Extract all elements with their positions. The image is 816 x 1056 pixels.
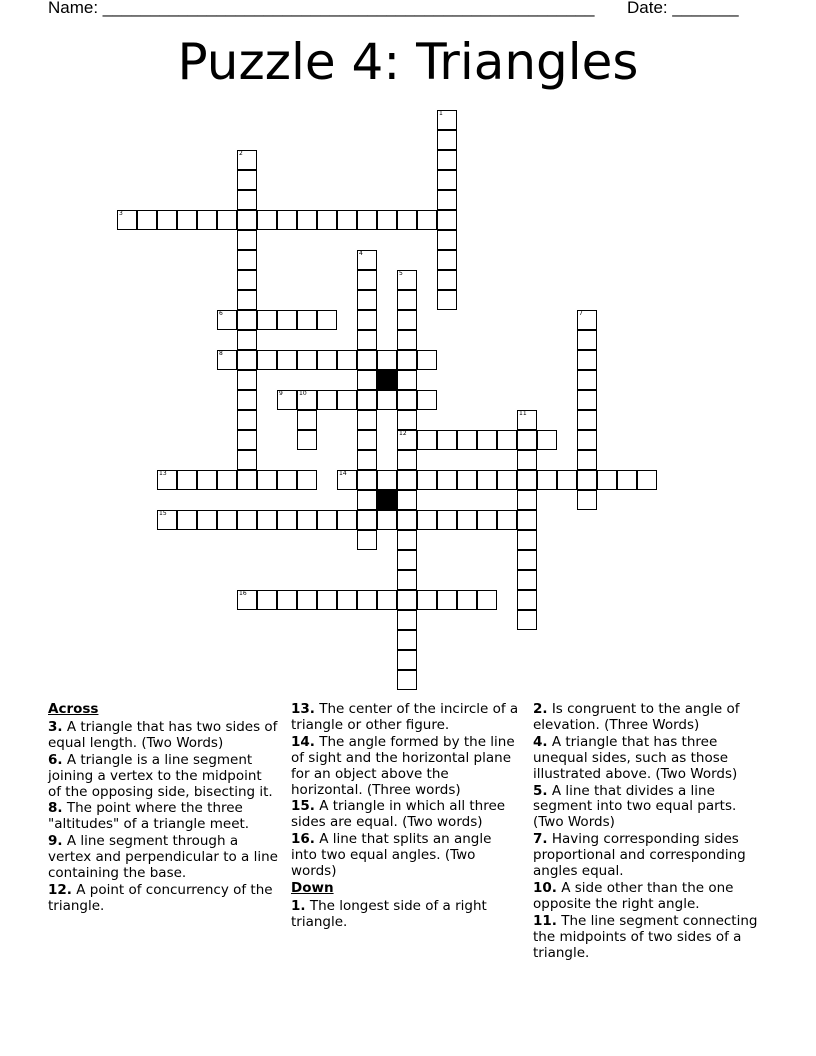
grid-cell[interactable] — [577, 410, 597, 430]
clue-across-16: 16. A line that splits an angle into two equal angles. (Two words) — [291, 831, 492, 880]
grid-cell[interactable] — [237, 210, 257, 230]
grid-cell[interactable] — [377, 390, 397, 410]
grid-cell[interactable] — [277, 510, 297, 530]
clue-down-11: 11. The line segment connecting the midpoints of two sides of a triangle. — [533, 912, 758, 961]
grid-cell[interactable] — [197, 210, 217, 230]
grid-cell[interactable] — [357, 350, 377, 370]
grid-cell[interactable] — [577, 350, 597, 370]
grid-cell[interactable] — [397, 650, 417, 670]
clues-column-1 — [48, 702, 278, 916]
grid-cell[interactable] — [417, 470, 437, 490]
clue-number: 7 — [579, 310, 583, 317]
clue-across-15: 15. A triangle in which all three sides are equal. (Two words) — [291, 798, 506, 831]
grid-cell[interactable] — [397, 410, 417, 430]
grid-cell[interactable] — [357, 310, 377, 330]
clue-number: 3 — [119, 210, 123, 217]
grid-cell[interactable] — [297, 310, 317, 330]
grid-cell[interactable] — [297, 390, 317, 410]
grid-cell[interactable] — [397, 330, 417, 350]
grid-cell[interactable] — [397, 490, 417, 510]
grid-cell[interactable] — [297, 430, 317, 450]
clue-down-10: 10. A side other than the one opposite the right angle. — [533, 879, 734, 912]
grid-cell[interactable] — [477, 430, 497, 450]
grid-cell[interactable] — [577, 310, 597, 330]
grid-cell[interactable] — [417, 590, 437, 610]
clue-down-7: 7. Having corresponding sides proportional and corresponding angles equal. — [533, 831, 746, 880]
grid-cell[interactable] — [297, 410, 317, 430]
grid-cell[interactable] — [537, 430, 557, 450]
grid-cell[interactable] — [317, 590, 337, 610]
grid-cell[interactable] — [357, 290, 377, 310]
clue-number: 16 — [239, 590, 247, 597]
page-title: Puzzle 4: Triangles — [177, 33, 639, 91]
grid-cell[interactable] — [297, 590, 317, 610]
grid-cell[interactable] — [457, 590, 477, 610]
grid-cell[interactable] — [397, 270, 417, 290]
grid-cell[interactable] — [417, 350, 437, 370]
clue-number: 4 — [359, 250, 363, 257]
grid-cell[interactable] — [337, 510, 357, 530]
clue-across-9: 9. A line segment through a vertex and perpendicular to a line containing the base. — [48, 833, 278, 882]
grid-cell[interactable] — [517, 410, 537, 430]
grid-cell[interactable] — [157, 470, 177, 490]
grid-cell[interactable] — [417, 430, 437, 450]
grid-cell[interactable] — [377, 350, 397, 370]
grid-cell[interactable] — [277, 350, 297, 370]
clue-number: 11 — [519, 410, 527, 417]
grid-cell[interactable] — [377, 590, 397, 610]
grid-cell[interactable] — [317, 210, 337, 230]
grid-cell[interactable] — [317, 350, 337, 370]
grid-cell[interactable] — [497, 430, 517, 450]
black-square — [377, 490, 397, 510]
grid-cell[interactable] — [437, 110, 457, 130]
clue-across-8: 8. The point where the three "altitudes" of a triangle meet. — [48, 800, 250, 833]
grid-cell[interactable] — [497, 510, 517, 530]
grid-cell[interactable] — [477, 470, 497, 490]
grid-cell[interactable] — [437, 290, 457, 310]
grid-cell[interactable] — [277, 390, 297, 410]
grid-cell[interactable] — [457, 430, 477, 450]
grid-cell[interactable] — [397, 510, 417, 530]
grid-cell[interactable] — [317, 390, 337, 410]
grid-cell[interactable] — [237, 450, 257, 470]
grid-cell[interactable] — [357, 370, 377, 390]
grid-cell[interactable] — [517, 530, 537, 550]
grid-cell[interactable] — [517, 590, 537, 610]
grid-cell[interactable] — [377, 510, 397, 530]
grid-cell[interactable] — [517, 490, 537, 510]
grid-cell[interactable] — [577, 330, 597, 350]
grid-cell[interactable] — [357, 390, 377, 410]
grid-cell[interactable] — [577, 490, 597, 510]
grid-cell[interactable] — [397, 210, 417, 230]
grid-cell[interactable] — [517, 450, 537, 470]
grid-cell[interactable] — [437, 510, 457, 530]
grid-cell[interactable] — [437, 270, 457, 290]
clue-down-2: 2. Is congruent to the angle of elevation. (Three Words) — [533, 701, 740, 733]
grid-cell[interactable] — [357, 510, 377, 530]
clues-column-2 — [291, 702, 519, 932]
grid-cell[interactable] — [237, 190, 257, 210]
grid-cell[interactable] — [217, 510, 237, 530]
grid-cell[interactable] — [517, 550, 537, 570]
grid-cell[interactable] — [537, 470, 557, 490]
grid-cell[interactable] — [317, 310, 337, 330]
grid-cell[interactable] — [237, 390, 257, 410]
grid-cell[interactable] — [437, 470, 457, 490]
grid-cell[interactable] — [177, 470, 197, 490]
clue-across-3: 3. A triangle that has two sides of equal length. (Two Words) — [48, 718, 278, 751]
grid-cell[interactable] — [237, 330, 257, 350]
grid-cell[interactable] — [397, 370, 417, 390]
grid-cell[interactable] — [417, 390, 437, 410]
grid-cell[interactable] — [157, 210, 177, 230]
grid-cell[interactable] — [237, 470, 257, 490]
clue-across-13: 13. The center of the incircle of a triangle or other figure. — [291, 701, 519, 733]
grid-cell[interactable] — [517, 610, 537, 630]
clue-number: 15 — [159, 510, 167, 517]
grid-cell[interactable] — [437, 130, 457, 150]
grid-cell[interactable] — [437, 230, 457, 250]
clue-number: 10 — [299, 390, 307, 397]
black-square — [377, 370, 397, 390]
grid-cell[interactable] — [557, 470, 577, 490]
grid-cell[interactable] — [337, 590, 357, 610]
grid-cell[interactable] — [177, 210, 197, 230]
grid-cell[interactable] — [217, 210, 237, 230]
clue-number: 5 — [399, 270, 403, 277]
grid-cell[interactable] — [397, 430, 417, 450]
grid-cell[interactable] — [357, 330, 377, 350]
grid-cell[interactable] — [237, 310, 257, 330]
grid-cell[interactable] — [237, 230, 257, 250]
grid-cell[interactable] — [457, 470, 477, 490]
clue-number: 1 — [439, 110, 443, 117]
grid-cell[interactable] — [277, 470, 297, 490]
grid-cell[interactable] — [277, 590, 297, 610]
grid-cell[interactable] — [237, 270, 257, 290]
grid-cell[interactable] — [437, 250, 457, 270]
grid-cell[interactable] — [157, 510, 177, 530]
grid-cell[interactable] — [397, 470, 417, 490]
grid-cell[interactable] — [437, 430, 457, 450]
grid-cell[interactable] — [237, 350, 257, 370]
grid-cell[interactable] — [137, 210, 157, 230]
grid-cell[interactable] — [357, 410, 377, 430]
grid-cell[interactable] — [237, 510, 257, 530]
grid-cell[interactable] — [577, 390, 597, 410]
grid-cell[interactable] — [397, 670, 417, 690]
date-field[interactable]: Date: _______ — [627, 0, 739, 17]
grid-cell[interactable] — [397, 630, 417, 650]
grid-cell[interactable] — [337, 470, 357, 490]
grid-cell[interactable] — [237, 290, 257, 310]
clue-number: 9 — [279, 390, 283, 397]
grid-cell[interactable] — [517, 570, 537, 590]
grid-cell[interactable] — [397, 550, 417, 570]
grid-cell[interactable] — [237, 370, 257, 390]
grid-cell[interactable] — [397, 390, 417, 410]
grid-cell[interactable] — [337, 350, 357, 370]
grid-cell[interactable] — [177, 510, 197, 530]
clues-column-3 — [533, 702, 768, 963]
grid-cell[interactable] — [357, 210, 377, 230]
grid-cell[interactable] — [237, 250, 257, 270]
grid-cell[interactable] — [317, 510, 337, 530]
grid-cell[interactable] — [297, 470, 317, 490]
clue-number: 2 — [239, 150, 243, 157]
grid-cell[interactable] — [257, 590, 277, 610]
grid-cell[interactable] — [397, 290, 417, 310]
grid-cell[interactable] — [217, 310, 237, 330]
grid-cell[interactable] — [637, 470, 657, 490]
grid-cell[interactable] — [517, 470, 537, 490]
grid-cell[interactable] — [237, 410, 257, 430]
grid-cell[interactable] — [357, 430, 377, 450]
grid-cell[interactable] — [417, 510, 437, 530]
clue-across-6: 6. A triangle is a line segment joining a vertex to the midpoint of the opposing side, bisecting it. — [48, 751, 273, 800]
grid-cell[interactable] — [117, 210, 137, 230]
clue-number: 6 — [219, 310, 223, 317]
grid-cell[interactable] — [397, 450, 417, 470]
grid-cell[interactable] — [397, 310, 417, 330]
grid-cell[interactable] — [257, 310, 277, 330]
grid-cell[interactable] — [477, 590, 497, 610]
grid-cell[interactable] — [477, 510, 497, 530]
grid-cell[interactable] — [377, 210, 397, 230]
grid-cell[interactable] — [297, 510, 317, 530]
grid-cell[interactable] — [357, 530, 377, 550]
grid-cell[interactable] — [357, 270, 377, 290]
grid-cell[interactable] — [377, 470, 397, 490]
grid-cell[interactable] — [437, 590, 457, 610]
clue-number: 14 — [339, 470, 347, 477]
clue-number: 8 — [219, 350, 223, 357]
grid-cell[interactable] — [197, 510, 217, 530]
grid-cell[interactable] — [357, 590, 377, 610]
grid-cell[interactable] — [397, 570, 417, 590]
grid-cell[interactable] — [397, 590, 417, 610]
grid-cell[interactable] — [337, 390, 357, 410]
grid-cell[interactable] — [237, 150, 257, 170]
clue-number: 12 — [399, 430, 407, 437]
grid-cell[interactable] — [517, 510, 537, 530]
grid-cell[interactable] — [237, 430, 257, 450]
grid-cell[interactable] — [297, 210, 317, 230]
clue-down-5: 5. A line that divides a line segment into two equal parts. (Two Words) — [533, 782, 737, 831]
grid-cell[interactable] — [437, 190, 457, 210]
grid-cell[interactable] — [277, 210, 297, 230]
grid-cell[interactable] — [397, 530, 417, 550]
grid-cell[interactable] — [437, 150, 457, 170]
clue-down-1: 1. The longest side of a right triangle. — [291, 897, 487, 930]
grid-cell[interactable] — [497, 470, 517, 490]
grid-cell[interactable] — [517, 430, 537, 450]
clue-across-14: 14. The angle formed by the line of sight and the horizontal plane for an object above the horizontal. (Three words) — [291, 733, 515, 798]
name-field[interactable]: Name: ____________________________________________________ — [48, 0, 595, 17]
grid-cell[interactable] — [357, 490, 377, 510]
clue-across-12: 12. A point of concurrency of the triangle. — [48, 881, 273, 914]
grid-cell[interactable] — [217, 350, 237, 370]
grid-cell[interactable] — [237, 590, 257, 610]
clue-number: 13 — [159, 470, 167, 477]
grid-cell[interactable] — [597, 470, 617, 490]
grid-cell[interactable] — [257, 470, 277, 490]
down-heading: Down — [291, 879, 334, 896]
grid-cell[interactable] — [617, 470, 637, 490]
grid-cell[interactable] — [237, 170, 257, 190]
grid-cell[interactable] — [277, 310, 297, 330]
grid-cell[interactable] — [197, 470, 217, 490]
grid-cell[interactable] — [397, 350, 417, 370]
grid-cell[interactable] — [357, 470, 377, 490]
grid-cell[interactable] — [417, 210, 437, 230]
grid-cell[interactable] — [437, 170, 457, 190]
grid-cell[interactable] — [337, 210, 357, 230]
clue-down-4: 4. A triangle that has three unequal sides, such as those illustrated above. (Two Words) — [533, 733, 738, 782]
grid-cell[interactable] — [577, 450, 597, 470]
grid-cell[interactable] — [217, 470, 237, 490]
grid-cell[interactable] — [437, 210, 457, 230]
grid-cell[interactable] — [357, 250, 377, 270]
grid-cell[interactable] — [357, 450, 377, 470]
grid-cell[interactable] — [297, 350, 317, 370]
grid-cell[interactable] — [257, 510, 277, 530]
grid-cell[interactable] — [257, 350, 277, 370]
grid-cell[interactable] — [577, 430, 597, 450]
across-heading: Across — [48, 701, 99, 717]
grid-cell[interactable] — [257, 210, 277, 230]
grid-cell[interactable] — [577, 370, 597, 390]
grid-cell[interactable] — [397, 610, 417, 630]
grid-cell[interactable] — [457, 510, 477, 530]
grid-cell[interactable] — [577, 470, 597, 490]
